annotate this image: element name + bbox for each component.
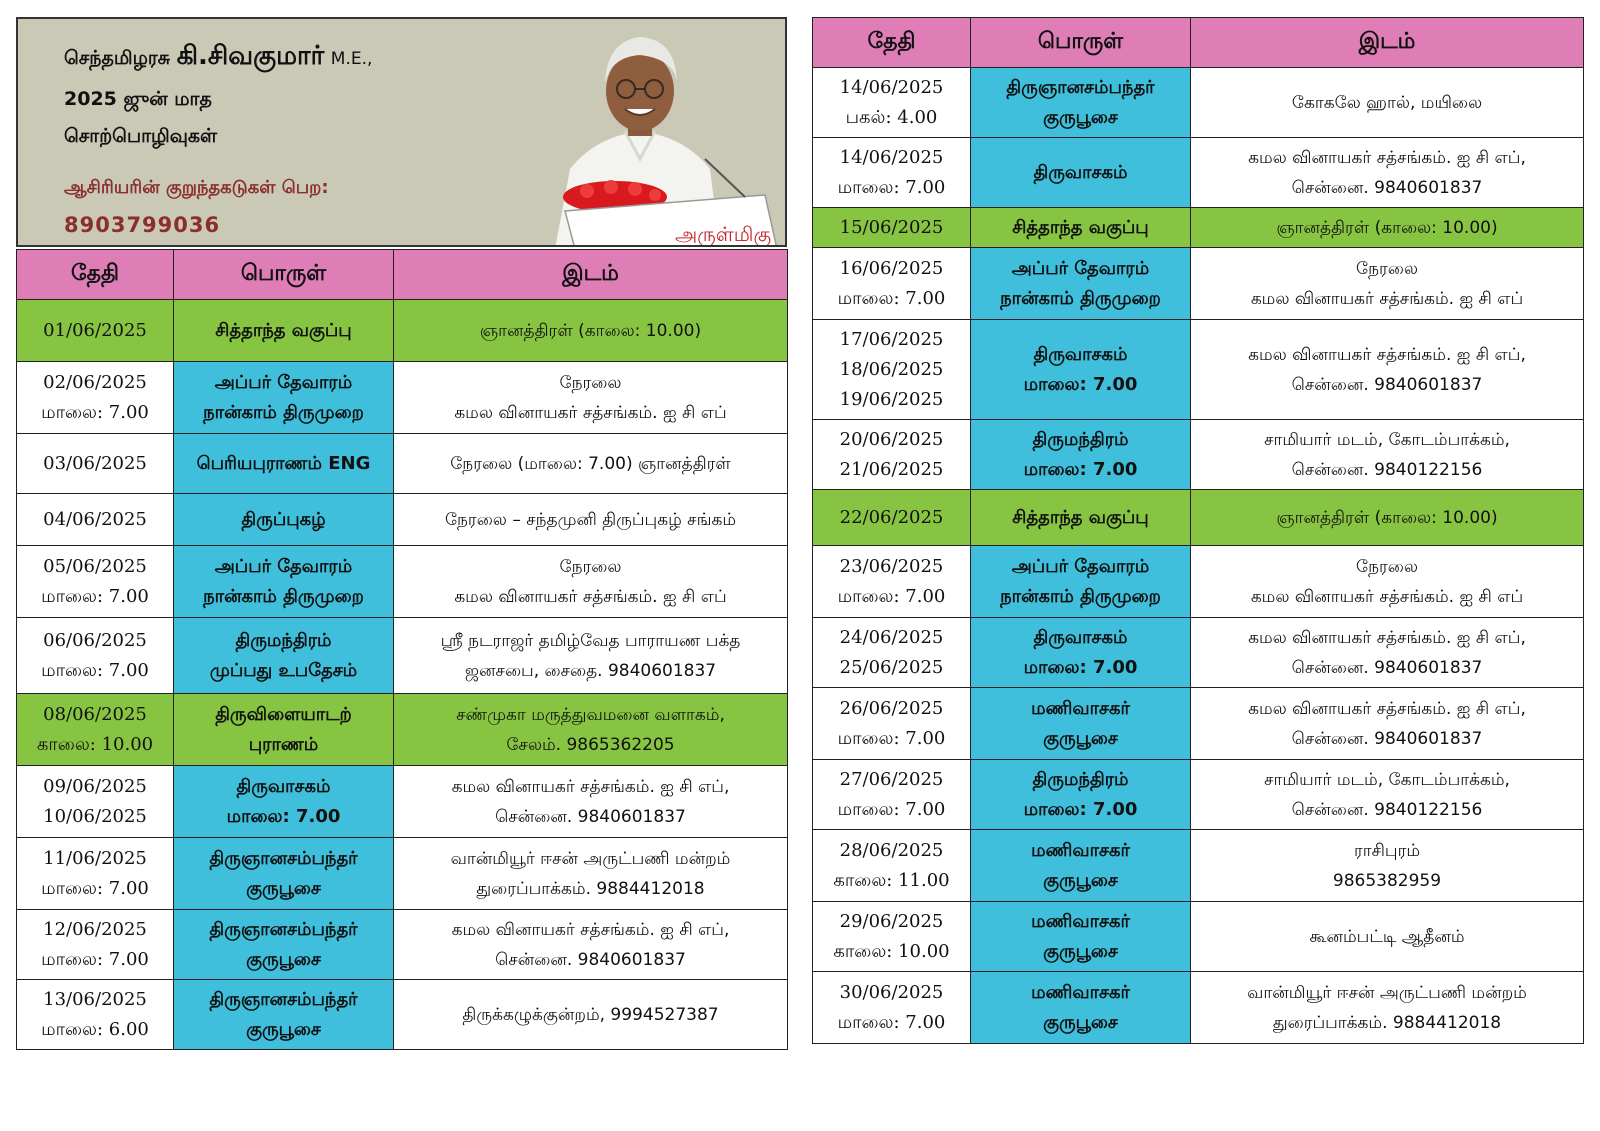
table-row — [813, 760, 1584, 830]
date-cell-line: 16/06/2025 — [839, 257, 944, 279]
topic-cell — [971, 248, 1191, 320]
topic-cell — [971, 420, 1191, 490]
topic-cell-line: திருவாசகம் — [1033, 161, 1128, 183]
topic-cell-line: அப்பர் தேவாரம் — [1011, 257, 1150, 279]
speaker-title — [64, 41, 372, 74]
venue-cell — [394, 694, 788, 766]
topic-cell — [174, 910, 394, 980]
venue-cell — [1191, 138, 1584, 208]
date-cell-line: 17/06/2025 — [839, 328, 944, 350]
date-cell-line: காலை: 10.00 — [36, 733, 154, 755]
date-cell — [813, 208, 971, 248]
table-row — [813, 830, 1584, 902]
venue-cell — [1191, 830, 1584, 902]
venue-cell — [394, 766, 788, 838]
date-cell-line: மாலை: 7.00 — [837, 287, 946, 309]
topic-cell-line: மணிவாசகர் — [1031, 981, 1130, 1003]
date-cell-line: 04/06/2025 — [43, 508, 147, 530]
topic-cell-line: புராணம் — [248, 733, 319, 755]
topic-cell-line: மணிவாசகர் — [1031, 697, 1130, 719]
topic-cell — [971, 68, 1191, 138]
topic-cell-line: குருபூசை — [1043, 1011, 1118, 1033]
table-row — [813, 320, 1584, 420]
venue-cell-line: சாமியார் மடம், கோடம்பாக்கம், — [1264, 769, 1510, 790]
table-row — [17, 434, 788, 494]
topic-cell — [971, 138, 1191, 208]
venue-cell-line: ராசிபுரம் — [1353, 840, 1421, 861]
column-header-venue: இடம் — [1191, 18, 1584, 68]
table-row — [813, 208, 1584, 248]
venue-cell — [1191, 420, 1584, 490]
date-cell — [17, 910, 174, 980]
topic-cell-line: குருபூசை — [246, 877, 321, 899]
date-cell-line: 09/06/2025 — [43, 775, 147, 797]
topic-cell-line: திருப்புகழ் — [241, 508, 326, 530]
topic-cell-line: அப்பர் தேவாரம் — [214, 371, 353, 393]
topic-cell-line: மாலை: 7.00 — [226, 805, 341, 827]
date-cell — [17, 434, 174, 494]
date-cell — [813, 68, 971, 138]
venue-cell-line: கமல வினாயகர் சத்சங்கம். ஐ சி எப், — [1248, 627, 1526, 648]
table-row — [17, 618, 788, 694]
date-cell-line: 20/06/2025 — [839, 428, 944, 450]
contact-label: ஆசிரியரின் குறுந்தகடுகள் பெற: — [64, 177, 329, 198]
topic-cell — [971, 320, 1191, 420]
subtitle-month: 2025 ஜுன் மாத — [64, 88, 212, 110]
table-row — [17, 362, 788, 434]
date-cell-line: 27/06/2025 — [839, 768, 944, 790]
topic-cell — [971, 902, 1191, 972]
venue-cell — [1191, 688, 1584, 760]
venue-cell — [394, 980, 788, 1050]
venue-cell-line: சென்னை. 9840601837 — [495, 806, 686, 827]
venue-cell-line: நேரலை — [1356, 258, 1418, 279]
topic-cell-line: குருபூசை — [246, 1018, 321, 1040]
venue-cell-line: சென்னை. 9840122156 — [1291, 459, 1483, 480]
column-header-date: தேதி — [17, 250, 174, 300]
topic-cell — [174, 546, 394, 618]
topic-cell-line: திருமந்திரம் — [1032, 768, 1129, 790]
date-cell — [813, 420, 971, 490]
date-cell-line: மாலை: 7.00 — [837, 176, 946, 198]
venue-cell — [1191, 490, 1584, 546]
venue-cell-line: வான்மியூர் ஈசன் அருட்பணி மன்றம் — [1247, 982, 1527, 1003]
date-cell-line: 15/06/2025 — [839, 216, 944, 238]
venue-cell-line: சென்னை. 9840601837 — [1291, 728, 1483, 749]
date-cell — [17, 838, 174, 910]
venue-cell-line: கமல வினாயகர் சத்சங்கம். ஐ சி எப் — [1250, 586, 1524, 607]
speaker-name: கி.சிவகுமார் — [176, 41, 325, 71]
venue-cell-line: கோகலே ஹால், மயிலை — [1291, 92, 1483, 113]
topic-cell-line: சித்தாந்த வகுப்பு — [1012, 216, 1149, 238]
topic-cell-line: குருபூசை — [1043, 869, 1118, 891]
topic-cell-line: திருவாசகம் — [1033, 626, 1128, 648]
venue-cell — [1191, 320, 1584, 420]
topic-cell-line: திருவிளையாடற் — [215, 703, 352, 725]
date-cell — [17, 546, 174, 618]
topic-cell-line: மணிவாசகர் — [1031, 839, 1130, 861]
venue-cell-line: நேரலை — [1356, 556, 1418, 577]
venue-cell — [1191, 972, 1584, 1044]
date-cell — [17, 694, 174, 766]
venue-cell-line: சேலம். 9865362205 — [506, 734, 675, 755]
topic-cell-line: குருபூசை — [1043, 106, 1118, 128]
topic-cell — [971, 618, 1191, 688]
table-row — [813, 420, 1584, 490]
topic-cell-line: குருபூசை — [1043, 727, 1118, 749]
topic-cell-line: திருஞானசம்பந்தர் — [209, 918, 358, 940]
venue-cell-line: ஞானத்திரள் (காலை: 10.00) — [479, 320, 702, 341]
venue-cell — [394, 838, 788, 910]
topic-cell-line: குருபூசை — [1043, 940, 1118, 962]
date-cell — [813, 546, 971, 618]
topic-cell-line: திருமந்திரம் — [1032, 428, 1129, 450]
topic-cell — [174, 300, 394, 362]
column-header-topic: பொருள் — [174, 250, 394, 300]
topic-cell — [174, 362, 394, 434]
date-cell — [813, 688, 971, 760]
date-cell-line: 01/06/2025 — [43, 319, 147, 341]
venue-cell-line: சென்னை. 9840601837 — [495, 949, 686, 970]
topic-cell — [174, 980, 394, 1050]
date-cell-line: 12/06/2025 — [43, 918, 147, 940]
venue-cell — [394, 300, 788, 362]
date-cell-line: 19/06/2025 — [839, 388, 944, 410]
venue-cell-line: சண்முகா மருத்துவமனை வளாகம், — [456, 704, 725, 725]
topic-cell — [971, 490, 1191, 546]
venue-cell-line: சாமியார் மடம், கோடம்பாக்கம், — [1264, 429, 1510, 450]
venue-cell-line: நேரலை (மாலை: 7.00) ஞானத்திரள் — [450, 453, 731, 474]
venue-cell-line: ஜனசபை, சைதை. 9840601837 — [464, 660, 717, 681]
topic-cell — [174, 694, 394, 766]
topic-cell-line: திருவாசகம் — [1033, 343, 1128, 365]
table-header-row — [813, 18, 1584, 68]
venue-cell — [394, 910, 788, 980]
venue-cell — [394, 546, 788, 618]
date-cell — [813, 902, 971, 972]
date-cell-line: பகல்: 4.00 — [845, 106, 938, 128]
topic-cell — [971, 972, 1191, 1044]
venue-cell-line: சென்னை. 9840601837 — [1291, 374, 1483, 395]
date-cell-line: 28/06/2025 — [839, 839, 944, 861]
topic-cell-line: நான்காம் திருமுறை — [203, 401, 364, 423]
column-header-date: தேதி — [813, 18, 971, 68]
venue-cell-line: கூனம்பட்டி ஆதீனம் — [1309, 926, 1465, 947]
topic-cell-line: சித்தாந்த வகுப்பு — [215, 319, 352, 341]
date-cell-line: மாலை: 7.00 — [41, 877, 149, 899]
topic-cell-line: அப்பர் தேவாரம் — [1011, 555, 1150, 577]
topic-cell — [174, 766, 394, 838]
topic-cell-line: நான்காம் திருமுறை — [1000, 287, 1161, 309]
date-cell-line: மாலை: 7.00 — [837, 798, 946, 820]
date-cell-line: மாலை: 7.00 — [41, 401, 149, 423]
venue-cell-line: கமல வினாயகர் சத்சங்கம். ஐ சி எப், — [451, 919, 730, 940]
table-header-row — [17, 250, 788, 300]
venue-cell — [1191, 248, 1584, 320]
table-row — [813, 138, 1584, 208]
topic-cell-line: நான்காம் திருமுறை — [203, 585, 364, 607]
speaker-prefix: செந்தமிழரசு — [64, 47, 171, 69]
date-cell-line: 30/06/2025 — [839, 981, 944, 1003]
schedule-table-right — [812, 17, 1584, 1044]
date-cell-line: 14/06/2025 — [839, 146, 944, 168]
venue-cell-line: கமல வினாயகர் சத்சங்கம். ஐ சி எப் — [454, 402, 727, 423]
venue-cell-line: ஸ்ரீ நடராஜர் தமிழ்வேத பாராயண பக்த — [440, 630, 741, 651]
date-cell — [813, 760, 971, 830]
venue-cell-line: சென்னை. 9840601837 — [1291, 177, 1483, 198]
venue-cell — [1191, 546, 1584, 618]
table-row — [813, 902, 1584, 972]
column-header-topic: பொருள் — [971, 18, 1191, 68]
date-cell — [813, 618, 971, 688]
venue-cell — [1191, 68, 1584, 138]
date-cell-line: 26/06/2025 — [839, 697, 944, 719]
date-cell — [17, 980, 174, 1050]
topic-cell — [971, 760, 1191, 830]
venue-cell — [394, 434, 788, 494]
date-cell-line: மாலை: 7.00 — [41, 585, 149, 607]
venue-cell-line: துரைப்பாக்கம். 9884412018 — [476, 878, 705, 899]
venue-cell-line: கமல வினாயகர் சத்சங்கம். ஐ சி எப் — [454, 586, 727, 607]
podium-text: அருள்மிகு — [675, 222, 772, 246]
venue-cell-line: திருக்கழுக்குன்றம், 9994527387 — [462, 1004, 719, 1025]
date-cell — [813, 972, 971, 1044]
venue-cell-line: ஞானத்திரள் (காலை: 10.00) — [1276, 507, 1498, 528]
venue-cell-line: கமல வினாயகர் சத்சங்கம். ஐ சி எப், — [1248, 698, 1526, 719]
table-row — [17, 980, 788, 1050]
topic-cell-line: திருவாசகம் — [236, 775, 331, 797]
date-cell-line: 18/06/2025 — [839, 358, 944, 380]
topic-cell-line: நான்காம் திருமுறை — [1000, 585, 1161, 607]
venue-cell-line: சென்னை. 9840601837 — [1291, 657, 1483, 678]
date-cell-line: மாலை: 7.00 — [837, 585, 946, 607]
date-cell-line: 13/06/2025 — [43, 988, 147, 1010]
topic-cell — [174, 618, 394, 694]
venue-cell-line: 9865382959 — [1332, 870, 1442, 891]
column-header-venue: இடம் — [394, 250, 788, 300]
date-cell — [813, 138, 971, 208]
topic-cell-line: பெரியபுராணம் ENG — [196, 452, 371, 474]
topic-cell — [174, 838, 394, 910]
date-cell-line: 11/06/2025 — [43, 847, 147, 869]
topic-cell-line: திருஞானசம்பந்தர் — [209, 847, 358, 869]
topic-cell-line: முப்பது உபதேசம் — [209, 659, 358, 681]
date-cell-line: 14/06/2025 — [839, 76, 944, 98]
date-cell-line: 29/06/2025 — [839, 910, 944, 932]
topic-cell — [971, 546, 1191, 618]
date-cell-line: மாலை: 7.00 — [837, 727, 946, 749]
venue-cell — [394, 618, 788, 694]
topic-cell — [971, 208, 1191, 248]
date-cell — [17, 618, 174, 694]
schedule-table-left — [16, 249, 788, 1050]
date-cell-line: 10/06/2025 — [43, 805, 147, 827]
date-cell-line: 25/06/2025 — [839, 656, 944, 678]
venue-cell-line: கமல வினாயகர் சத்சங்கம். ஐ சி எப், — [1248, 147, 1526, 168]
topic-cell-line: திருஞானசம்பந்தர் — [209, 988, 358, 1010]
table-row — [813, 688, 1584, 760]
date-cell — [17, 300, 174, 362]
date-cell-line: 22/06/2025 — [839, 506, 944, 528]
venue-cell — [1191, 208, 1584, 248]
venue-cell — [1191, 760, 1584, 830]
date-cell-line: மாலை: 7.00 — [41, 948, 149, 970]
venue-cell-line: சென்னை. 9840122156 — [1291, 799, 1483, 820]
venue-cell-line: கமல வினாயகர் சத்சங்கம். ஐ சி எப், — [1248, 344, 1526, 365]
venue-cell — [1191, 902, 1584, 972]
date-cell-line: மாலை: 7.00 — [41, 659, 149, 681]
topic-cell — [174, 434, 394, 494]
topic-cell — [971, 830, 1191, 902]
topic-cell-line: மாலை: 7.00 — [1023, 373, 1138, 395]
topic-cell-line: மாலை: 7.00 — [1023, 458, 1138, 480]
topic-cell — [174, 494, 394, 546]
date-cell-line: மாலை: 6.00 — [41, 1018, 149, 1040]
table-row — [813, 68, 1584, 138]
table-row — [813, 248, 1584, 320]
venue-cell-line: ஞானத்திரள் (காலை: 10.00) — [1276, 217, 1498, 238]
topic-cell-line: திருஞானசம்பந்தர் — [1006, 76, 1155, 98]
table-row — [17, 838, 788, 910]
venue-cell-line: நேரலை — [559, 372, 622, 393]
venue-cell — [1191, 618, 1584, 688]
date-cell-line: மாலை: 7.00 — [837, 1011, 946, 1033]
date-cell-line: 24/06/2025 — [839, 626, 944, 648]
table-row — [813, 546, 1584, 618]
venue-cell-line: நேரலை — [559, 556, 622, 577]
speaker-degree: M.E., — [330, 49, 373, 69]
date-cell — [813, 320, 971, 420]
venue-cell — [394, 362, 788, 434]
date-cell-line: 05/06/2025 — [43, 555, 147, 577]
date-cell — [17, 766, 174, 838]
date-cell-line: 21/06/2025 — [839, 458, 944, 480]
venue-cell-line: கமல வினாயகர் சத்சங்கம். ஐ சி எப், — [451, 776, 730, 797]
table-row — [17, 494, 788, 546]
date-cell-line: 23/06/2025 — [839, 555, 944, 577]
table-row — [17, 300, 788, 362]
topic-cell-line: திருமந்திரம் — [235, 629, 332, 651]
date-cell-line: 03/06/2025 — [43, 452, 147, 474]
date-cell-line: 08/06/2025 — [43, 703, 147, 725]
table-row — [813, 972, 1584, 1044]
topic-cell — [971, 688, 1191, 760]
table-row — [17, 910, 788, 980]
table-row — [813, 490, 1584, 546]
topic-cell-line: மாலை: 7.00 — [1023, 798, 1138, 820]
table-row — [17, 694, 788, 766]
venue-cell-line: வான்மியூர் ஈசன் அருட்பணி மன்றம் — [450, 848, 731, 869]
contact-phone: 8903799036 — [64, 213, 221, 237]
table-row — [17, 766, 788, 838]
date-cell — [17, 362, 174, 434]
date-cell-line: காலை: 11.00 — [833, 869, 950, 891]
date-cell — [813, 490, 971, 546]
topic-cell-line: மணிவாசகர் — [1031, 910, 1130, 932]
venue-cell — [394, 494, 788, 546]
topic-cell-line: மாலை: 7.00 — [1023, 656, 1138, 678]
header-banner — [16, 17, 787, 247]
date-cell-line: 06/06/2025 — [43, 629, 147, 651]
table-row — [813, 618, 1584, 688]
date-cell-line: காலை: 10.00 — [833, 940, 950, 962]
topic-cell-line: சித்தாந்த வகுப்பு — [1012, 506, 1149, 528]
date-cell — [813, 248, 971, 320]
table-row — [17, 546, 788, 618]
date-cell — [813, 830, 971, 902]
topic-cell-line: அப்பர் தேவாரம் — [214, 555, 353, 577]
date-cell — [17, 494, 174, 546]
date-cell-line: 02/06/2025 — [43, 371, 147, 393]
venue-cell-line: துரைப்பாக்கம். 9884412018 — [1272, 1012, 1502, 1033]
speaker-photo — [515, 19, 785, 247]
topic-cell-line: குருபூசை — [246, 948, 321, 970]
subtitle-lectures: சொற்பொழிவுகள் — [64, 125, 218, 147]
venue-cell-line: நேரலை – சந்தமுனி திருப்புகழ் சங்கம் — [444, 509, 737, 530]
venue-cell-line: கமல வினாயகர் சத்சங்கம். ஐ சி எப் — [1250, 288, 1524, 309]
